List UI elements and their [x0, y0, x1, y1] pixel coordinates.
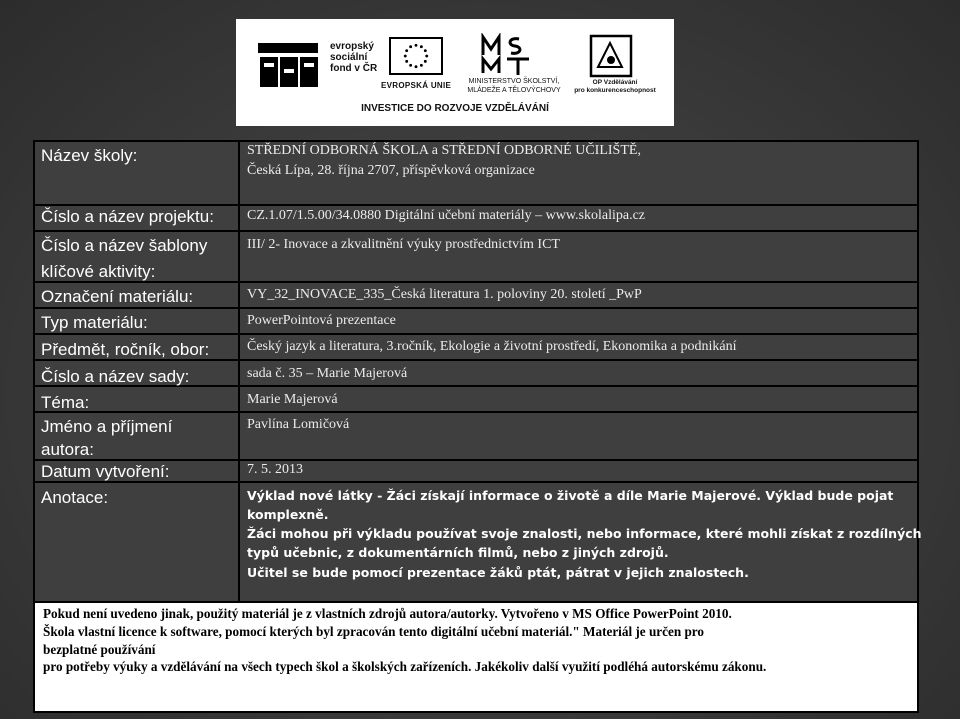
op-text-line-1: OP Vzdělávání — [592, 79, 638, 86]
annotation-line-2: komplexně. — [247, 507, 329, 522]
label-author-line-1: Jméno a příjmení — [41, 417, 173, 436]
annotation-line-1: Výklad nové látky - Žáci získají informace o životě a díle Marie Majerové. Výklad bude pojat — [247, 488, 894, 503]
esf-text — [330, 41, 377, 74]
value-subject: Český jazyk a literatura, 3.ročník, Ekologie a životní prostředí, Ekonomika a podnikání — [247, 339, 737, 354]
label-project: Číslo a název projektu: — [41, 207, 214, 226]
annotation-line-4: typů učebnic, z dokumentárních filmů, nebo z jiných zdrojů. — [247, 545, 669, 560]
footer-line-1: Pokud není uvedeno jinak, použitý materiál je z vlastních zdrojů autora/autorky. Vytvořeno v MS Office PowerPoint 2010. — [43, 606, 732, 621]
cell-topic-value — [238, 385, 919, 413]
label-template-line-2: klíčové aktivity: — [41, 262, 156, 281]
eu-text: EVROPSKÁ UNIE — [381, 81, 452, 90]
label-type: Typ materiálu: — [41, 313, 148, 332]
value-topic: Marie Majerová — [247, 392, 338, 407]
value-template: III/ 2- Inovace a zkvalitnění výuky prostřednictvím ICT — [247, 237, 560, 252]
label-annotation: Anotace: — [41, 488, 109, 507]
footer-license — [33, 601, 919, 713]
annotation-line-3: Žáci mohou při výkladu používat svoje znalosti, nebo informace, které mohli získat z rozdílných — [247, 526, 922, 541]
msmt-text-line-2: MLÁDEŽE A TĚLOVÝCHOVY — [467, 87, 561, 94]
logo-banner — [236, 19, 674, 126]
msmt-text-line-1: MINISTERSTVO ŠKOLSTVÍ, — [468, 78, 560, 85]
esf-text-line-3: fond v ČR — [330, 63, 378, 74]
msmt-text — [454, 77, 574, 95]
op-text-line-2: pro konkurenceschopnost — [574, 87, 656, 94]
op-logo-icon — [588, 33, 634, 79]
value-project: CZ.1.07/1.5.00/34.0880 Digitální učební materiály – www.skolalipa.cz — [247, 208, 646, 223]
label-template-line-1: Číslo a název šablony — [41, 236, 208, 255]
invest-banner-text: INVESTICE DO ROZVOJE VZDĚLÁVÁNÍ — [361, 103, 549, 114]
label-date: Datum vytvoření: — [41, 462, 170, 481]
eu-flag-icon — [389, 37, 443, 75]
esf-text-line-2: sociální — [330, 52, 368, 63]
value-material: VY_32_INOVACE_335_Česká literatura 1. poloviny 20. století _PwP — [247, 287, 642, 302]
cell-date-value — [238, 459, 919, 483]
footer-line-2: Škola vlastní licence k software, pomocí kterých byl zpracován tento digitální učební materiál." Materiál je určen pro — [43, 624, 705, 639]
label-school: Název školy: — [41, 146, 138, 165]
op-text — [570, 79, 660, 95]
footer-line-3: bezplatné používání — [43, 642, 156, 657]
footer-line-4: pro potřeby výuky a vzdělávání na všech typech škol a školských zařízeních. Jakékoliv další využití podléhá autorskému zákonu. — [43, 659, 767, 674]
label-subject: Předmět, ročník, obor: — [41, 340, 210, 359]
value-date: 7. 5. 2013 — [247, 462, 303, 477]
value-school-line-1: STŘEDNÍ ODBORNÁ ŠKOLA a STŘEDNÍ ODBORNÉ UČILIŠTĚ, — [247, 143, 641, 158]
label-topic: Téma: — [41, 393, 90, 412]
value-set: sada č. 35 – Marie Majerová — [247, 366, 408, 381]
esf-text-line-1: evropský — [330, 41, 374, 52]
msmt-logo-icon — [479, 33, 535, 77]
label-author-line-2: autora: — [41, 440, 94, 459]
esf-logo-icon — [256, 37, 324, 93]
label-material: Označení materiálu: — [41, 287, 194, 306]
value-type: PowerPointová prezentace — [247, 313, 396, 328]
annotation-line-5: Učitel se bude pomocí prezentace žáků ptát, pátrat v jejich znalostech. — [247, 565, 749, 580]
value-school-line-2: Česká Lípa, 28. října 2707, příspěvková organizace — [247, 163, 535, 178]
value-author: Pavlína Lomičová — [247, 417, 350, 432]
label-set: Číslo a název sady: — [41, 367, 190, 386]
